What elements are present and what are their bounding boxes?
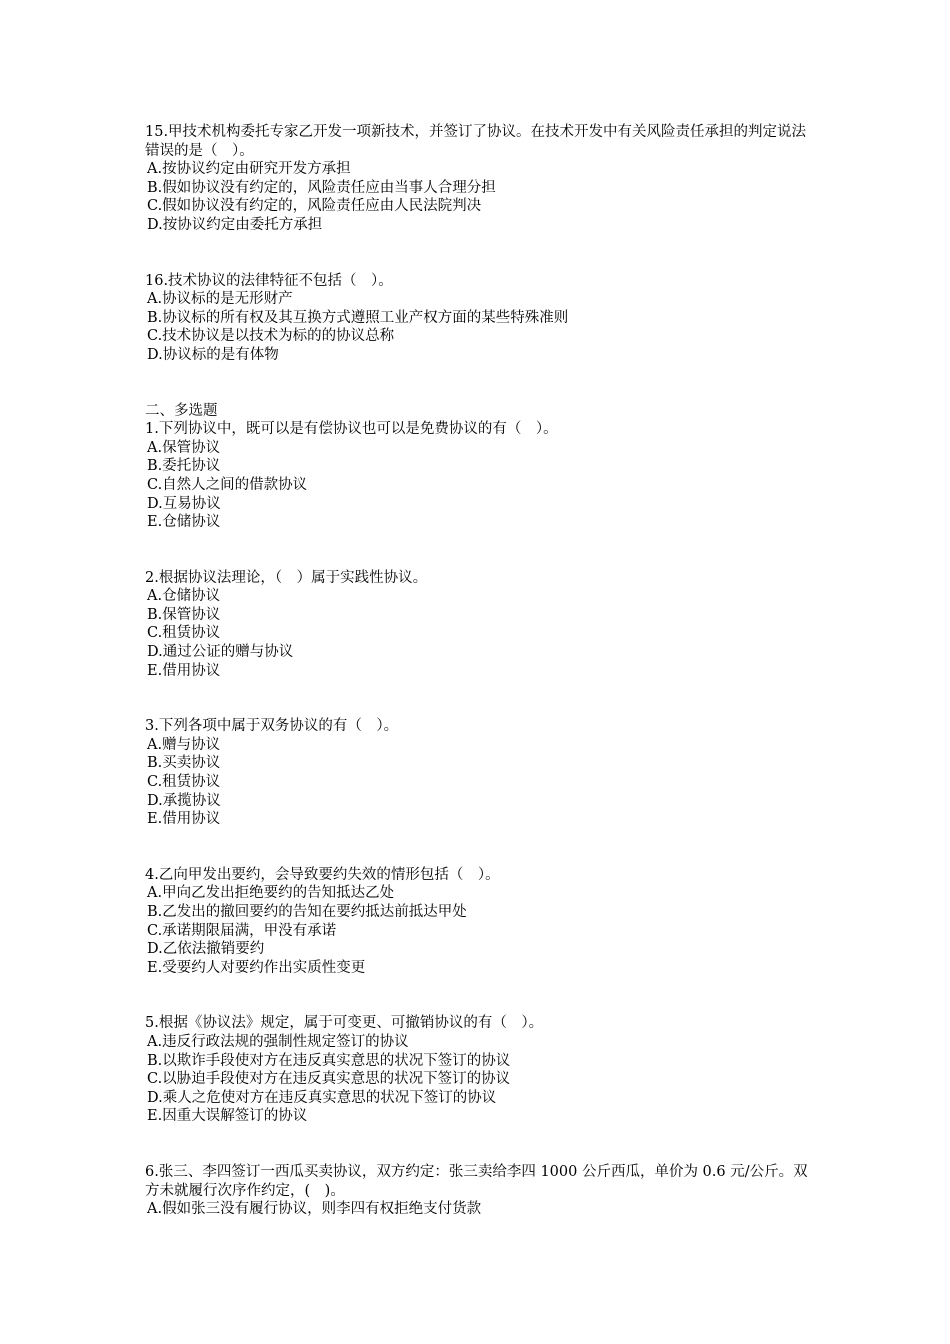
spacer	[145, 829, 815, 866]
option-b: B.假如协议没有约定的，风险责任应由当事人合理分担	[147, 179, 496, 196]
question-stem: 3.下列各项中属于双务协议的有（ ）。	[145, 718, 399, 735]
spacer	[145, 977, 815, 1014]
option-e: E.受要约人对要约作出实质性变更	[147, 959, 366, 976]
option-c: C.承诺期限届满，甲没有承诺	[147, 922, 337, 939]
option-a: A.违反行政法规的强制性规定签订的协议	[147, 1033, 409, 1050]
question-stem: 2.根据协议法理论，（ ）属于实践性协议。	[145, 569, 428, 586]
question-16	[145, 272, 815, 365]
option-c: C.以胁迫手段使对方在违反真实意思的状况下签订的协议	[147, 1071, 511, 1088]
question-stem: 15.甲技术机构委托专家乙开发一项新技术，并签订了协议。在技术开发中有关风险责任承担的判定说法错误的是（ ）。	[145, 124, 807, 159]
option-e: E.仓储协议	[147, 514, 221, 531]
option-a: A.协议标的是无形财产	[147, 291, 293, 308]
option-a: A.甲向乙发出拒绝要约的告知抵达乙处	[147, 885, 395, 902]
section-title: 二、多选题	[145, 402, 218, 419]
option-b: B.买卖协议	[147, 755, 221, 772]
multi-question-6	[145, 1163, 815, 1219]
option-d: D.承揽协议	[147, 792, 221, 809]
question-stem: 6.张三、李四签订一西瓜买卖协议，双方约定：张三卖给李四 1000 公斤西瓜，单价为 0.6 元/公斤。双方未就履行次序作约定，( )。	[145, 1163, 808, 1199]
option-c: C.假如协议没有约定的，风险责任应由人民法院判决	[147, 198, 482, 215]
option-d: D.互易协议	[147, 495, 221, 512]
option-c: C.自然人之间的借款协议	[147, 476, 308, 493]
spacer	[145, 532, 815, 569]
option-b: B.保管协议	[147, 606, 221, 623]
question-stem: 5.根据《协议法》规定，属于可变更、可撤销协议的有（ ）。	[145, 1015, 544, 1032]
option-e: E.借用协议	[147, 662, 221, 679]
option-c: C.技术协议是以技术为标的的协议总称	[147, 328, 395, 345]
spacer	[145, 680, 815, 717]
question-stem: 16.技术协议的法律特征不包括（ ）。	[145, 272, 393, 289]
option-d: D.按协议约定由委托方承担	[147, 216, 323, 233]
option-e: E.因重大误解签订的协议	[147, 1108, 308, 1125]
option-a: A.按协议约定由研究开发方承担	[147, 161, 351, 178]
option-a: A.赠与协议	[147, 736, 221, 753]
option-c: C.租赁协议	[147, 774, 221, 791]
question-stem: 4.乙向甲发出要约，会导致要约失效的情形包括（ ）。	[145, 866, 500, 883]
option-b: B.乙发出的撤回要约的告知在要约抵达前抵达甲处	[147, 904, 467, 920]
spacer	[145, 365, 815, 402]
option-b: B.委托协议	[147, 458, 221, 475]
option-d: D.乘人之危使对方在违反真实意思的状况下签订的协议	[147, 1089, 497, 1106]
document-page	[145, 123, 815, 1219]
option-e: E.借用协议	[147, 811, 221, 828]
spacer	[145, 235, 815, 272]
multi-question-3	[145, 717, 815, 829]
multi-question-2	[145, 569, 815, 681]
option-d: D.乙依法撤销要约	[147, 941, 265, 958]
option-a: A.仓储协议	[147, 588, 221, 605]
option-a: A.假如张三没有履行协议，则李四有权拒绝支付货款	[147, 1201, 482, 1218]
option-c: C.租赁协议	[147, 625, 221, 642]
spacer	[145, 1126, 815, 1163]
question-stem: 1.下列协议中，既可以是有偿协议也可以是免费协议的有（ ）。	[145, 421, 558, 438]
option-a: A.保管协议	[147, 439, 221, 456]
option-b: B.以欺诈手段使对方在违反真实意思的状况下签订的协议	[147, 1052, 511, 1069]
option-d: D.协议标的是有体物	[147, 346, 279, 363]
multi-question-5	[145, 1014, 815, 1126]
multi-question-4	[145, 866, 815, 978]
question-15	[145, 123, 815, 235]
multi-question-1	[145, 420, 815, 532]
option-b: B.协议标的所有权及其互换方式遵照工业产权方面的某些特殊准则	[147, 309, 569, 326]
option-d: D.通过公证的赠与协议	[147, 644, 294, 661]
